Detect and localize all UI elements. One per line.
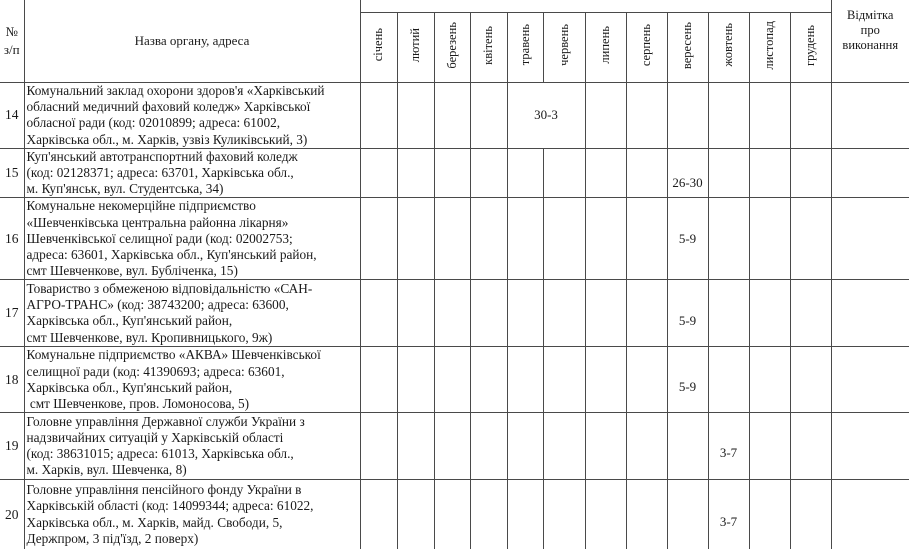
month-cell: [790, 480, 831, 549]
month-cell: [543, 480, 585, 549]
month-cell: [434, 480, 470, 549]
row-number: 14: [0, 83, 24, 149]
month-cell: [790, 148, 831, 198]
name-line: Харківська обл., Куп'янський район,: [26, 313, 233, 329]
month-cell: [507, 347, 543, 413]
month-cell: [585, 148, 626, 198]
month-cell: [626, 148, 667, 198]
header-number-line2: з/п: [3, 42, 20, 57]
name-line: смт Шевченкове, вул. Кропивницького, 9ж): [26, 329, 273, 345]
month-cell: [790, 347, 831, 413]
month-cell: [749, 347, 790, 413]
month-cell: [708, 83, 749, 149]
month-cell: [470, 280, 507, 347]
month-cell: [749, 280, 790, 347]
month-cell: [470, 413, 507, 480]
month-cell: [543, 198, 585, 280]
table-row: [0, 280, 909, 347]
month-cell: [470, 347, 507, 413]
month-cell: [434, 413, 470, 480]
organization-name: [24, 198, 360, 280]
month-cell: [585, 198, 626, 280]
month-label: червень: [556, 24, 571, 66]
name-line: (код: 02128371; адреса: 63701, Харківська обл.,: [26, 165, 294, 181]
month-cell: [470, 198, 507, 280]
organization-name: [24, 347, 360, 413]
header-month-october: [708, 13, 749, 83]
name-line: Товариство з обмеженою відповідальністю «САН-: [26, 281, 313, 297]
header-remark: [831, 0, 909, 83]
name-line: Комунальне підприємство «АКВА» Шевченківської: [26, 347, 321, 363]
organization-name: [24, 148, 360, 198]
name-line: «Шевченківська центральна районна лікарня»: [26, 214, 289, 230]
month-cell: [360, 480, 397, 549]
month-cell: [397, 280, 434, 347]
month-cell: [434, 83, 470, 149]
month-cell: [667, 413, 708, 480]
name-line: адреса: 63601, Харківська обл., Куп'янський район,: [26, 247, 317, 263]
month-cell: [585, 413, 626, 480]
remark-cell: [831, 413, 909, 480]
month-cell: [434, 347, 470, 413]
scheduled-period-cell: 3-7: [708, 413, 749, 480]
month-cell: [360, 83, 397, 149]
name-line: м. Куп'янськ, вул. Студентська, 34): [26, 181, 224, 197]
month-cell: [507, 413, 543, 480]
name-line: (код: 38631015; адреса: 61013, Харківська обл.,: [26, 446, 294, 462]
header-month-may: [507, 13, 543, 83]
month-cell: [790, 83, 831, 149]
name-line: АГРО-ТРАНС» (код: 38743200; адреса: 63600,: [26, 297, 289, 313]
month-cell: [626, 280, 667, 347]
month-cell: [790, 198, 831, 280]
row-number: 16: [0, 198, 24, 280]
name-line: Харківська обл., м. Харків, майд. Свободи, 5,: [26, 514, 283, 530]
name-line: обласний медичний фаховий коледж» Харківської: [26, 99, 311, 115]
month-label: березень: [444, 21, 459, 69]
month-cell: [507, 280, 543, 347]
header-month-june: [543, 13, 585, 83]
scheduled-period-cell: 5-9: [667, 280, 708, 347]
name-line: обласної ради (код: 02010899; адреса: 61002,: [26, 115, 281, 131]
header-month-september: [667, 13, 708, 83]
remark-cell: [831, 280, 909, 347]
header-month-february: [397, 13, 434, 83]
month-cell: [626, 413, 667, 480]
scheduled-period-cell: 30-3: [507, 83, 585, 149]
name-line: надзвичайних ситуацій у Харківській області: [26, 430, 284, 446]
name-line: Головне управління Державної служби України з: [26, 413, 305, 429]
table-row: [0, 198, 909, 280]
month-cell: [749, 148, 790, 198]
table-row: [0, 347, 909, 413]
name-line: Харківська обл., м. Харків, узвіз Куликівський, 3): [26, 131, 308, 147]
row-number: 20: [0, 480, 24, 549]
month-label: грудень: [803, 24, 817, 66]
table-row: [0, 148, 909, 198]
month-cell: [667, 83, 708, 149]
month-cell: [749, 413, 790, 480]
month-cell: [708, 148, 749, 198]
header-month-november: [749, 13, 790, 83]
month-cell: [360, 148, 397, 198]
header-month-january: [360, 13, 397, 83]
month-cell: [667, 480, 708, 549]
name-line: Шевченківської селищної ради (код: 02002753;: [26, 230, 293, 246]
remark-cell: [831, 83, 909, 149]
row-number: 15: [0, 148, 24, 198]
month-label: серпень: [639, 24, 653, 67]
month-cell: [749, 198, 790, 280]
header-month-march: [434, 13, 470, 83]
month-cell: [626, 347, 667, 413]
remark-cell: [831, 198, 909, 280]
month-label: травень: [517, 24, 532, 66]
header-remark-line2: про: [860, 23, 880, 37]
scheduled-period-cell: 3-7: [708, 480, 749, 549]
month-cell: [708, 198, 749, 280]
month-cell: [507, 198, 543, 280]
name-line: Харківська обл., Куп'янський район,: [26, 379, 233, 395]
month-cell: [585, 347, 626, 413]
month-label: лютий: [408, 27, 422, 63]
month-cell: [543, 280, 585, 347]
name-line: Держпром, 3 під'їзд, 2 поверх): [26, 530, 199, 546]
organization-name: [24, 83, 360, 149]
month-cell: [397, 83, 434, 149]
month-cell: [507, 148, 543, 198]
month-cell: [708, 347, 749, 413]
month-cell: [360, 280, 397, 347]
header-number-line1: №: [5, 24, 18, 39]
month-cell: [708, 280, 749, 347]
header-months-group: [360, 0, 831, 13]
header-number: [0, 0, 24, 83]
month-cell: [360, 347, 397, 413]
month-cell: [790, 280, 831, 347]
month-cell: [749, 83, 790, 149]
month-cell: [543, 413, 585, 480]
month-cell: [790, 413, 831, 480]
remark-cell: [831, 480, 909, 549]
month-cell: [543, 148, 585, 198]
table-row: [0, 413, 909, 480]
month-cell: [397, 198, 434, 280]
month-cell: [397, 480, 434, 549]
month-cell: [470, 83, 507, 149]
table-row: [0, 83, 909, 149]
month-label: жовтень: [721, 23, 735, 67]
header-month-december: [790, 13, 831, 83]
name-line: смт Шевченкове, пров. Ломоносова, 5): [26, 396, 250, 412]
month-cell: [585, 83, 626, 149]
remark-cell: [831, 148, 909, 198]
name-line: Комунальний заклад охорони здоров'я «Харківський: [26, 83, 325, 98]
row-number: 17: [0, 280, 24, 347]
header-name: Назва органу, адреса: [24, 0, 360, 83]
scheduled-period-cell: 26-30: [667, 148, 708, 198]
organization-name: [24, 280, 360, 347]
name-line: Головне управління пенсійного фонду України в: [26, 482, 302, 498]
remark-cell: [831, 347, 909, 413]
month-cell: [626, 480, 667, 549]
month-cell: [360, 198, 397, 280]
month-cell: [434, 280, 470, 347]
month-label: квітень: [481, 25, 495, 65]
organization-name: [24, 413, 360, 480]
month-cell: [470, 480, 507, 549]
header-remark-line3: виконання: [842, 38, 899, 52]
name-line: м. Харків, вул. Шевченка, 8): [26, 462, 187, 478]
name-line: смт Шевченкове, вул. Бубліченка, 15): [26, 263, 238, 279]
month-cell: [397, 413, 434, 480]
month-label: листопад: [762, 20, 776, 70]
month-cell: [626, 83, 667, 149]
scheduled-period-cell: 5-9: [667, 347, 708, 413]
month-cell: [397, 347, 434, 413]
month-label: вересень: [680, 21, 694, 69]
scheduled-period-cell: 5-9: [667, 198, 708, 280]
name-line: селищної ради (код: 41390693; адреса: 63601,: [26, 363, 285, 379]
row-number: 19: [0, 413, 24, 480]
header-remark-line1: Відмітка: [847, 8, 894, 22]
month-cell: [507, 480, 543, 549]
month-cell: [434, 148, 470, 198]
organization-name: [24, 480, 360, 549]
month-label: січень: [371, 28, 385, 62]
month-cell: [585, 280, 626, 347]
month-cell: [585, 480, 626, 549]
month-label: липень: [598, 26, 612, 64]
name-line: Куп'янський автотранспортний фаховий коледж: [26, 148, 298, 164]
month-cell: [434, 198, 470, 280]
table-row: [0, 480, 909, 549]
row-number: 18: [0, 347, 24, 413]
header-month-july: [585, 13, 626, 83]
month-cell: [543, 347, 585, 413]
month-cell: [397, 148, 434, 198]
name-line: Комунальне некомерційне підприємство: [26, 198, 256, 214]
month-cell: [626, 198, 667, 280]
month-cell: [749, 480, 790, 549]
month-cell: [360, 413, 397, 480]
header-month-april: [470, 13, 507, 83]
month-cell: [470, 148, 507, 198]
name-line: Харківській області (код: 14099344; адреса: 61022,: [26, 498, 314, 514]
header-month-august: [626, 13, 667, 83]
